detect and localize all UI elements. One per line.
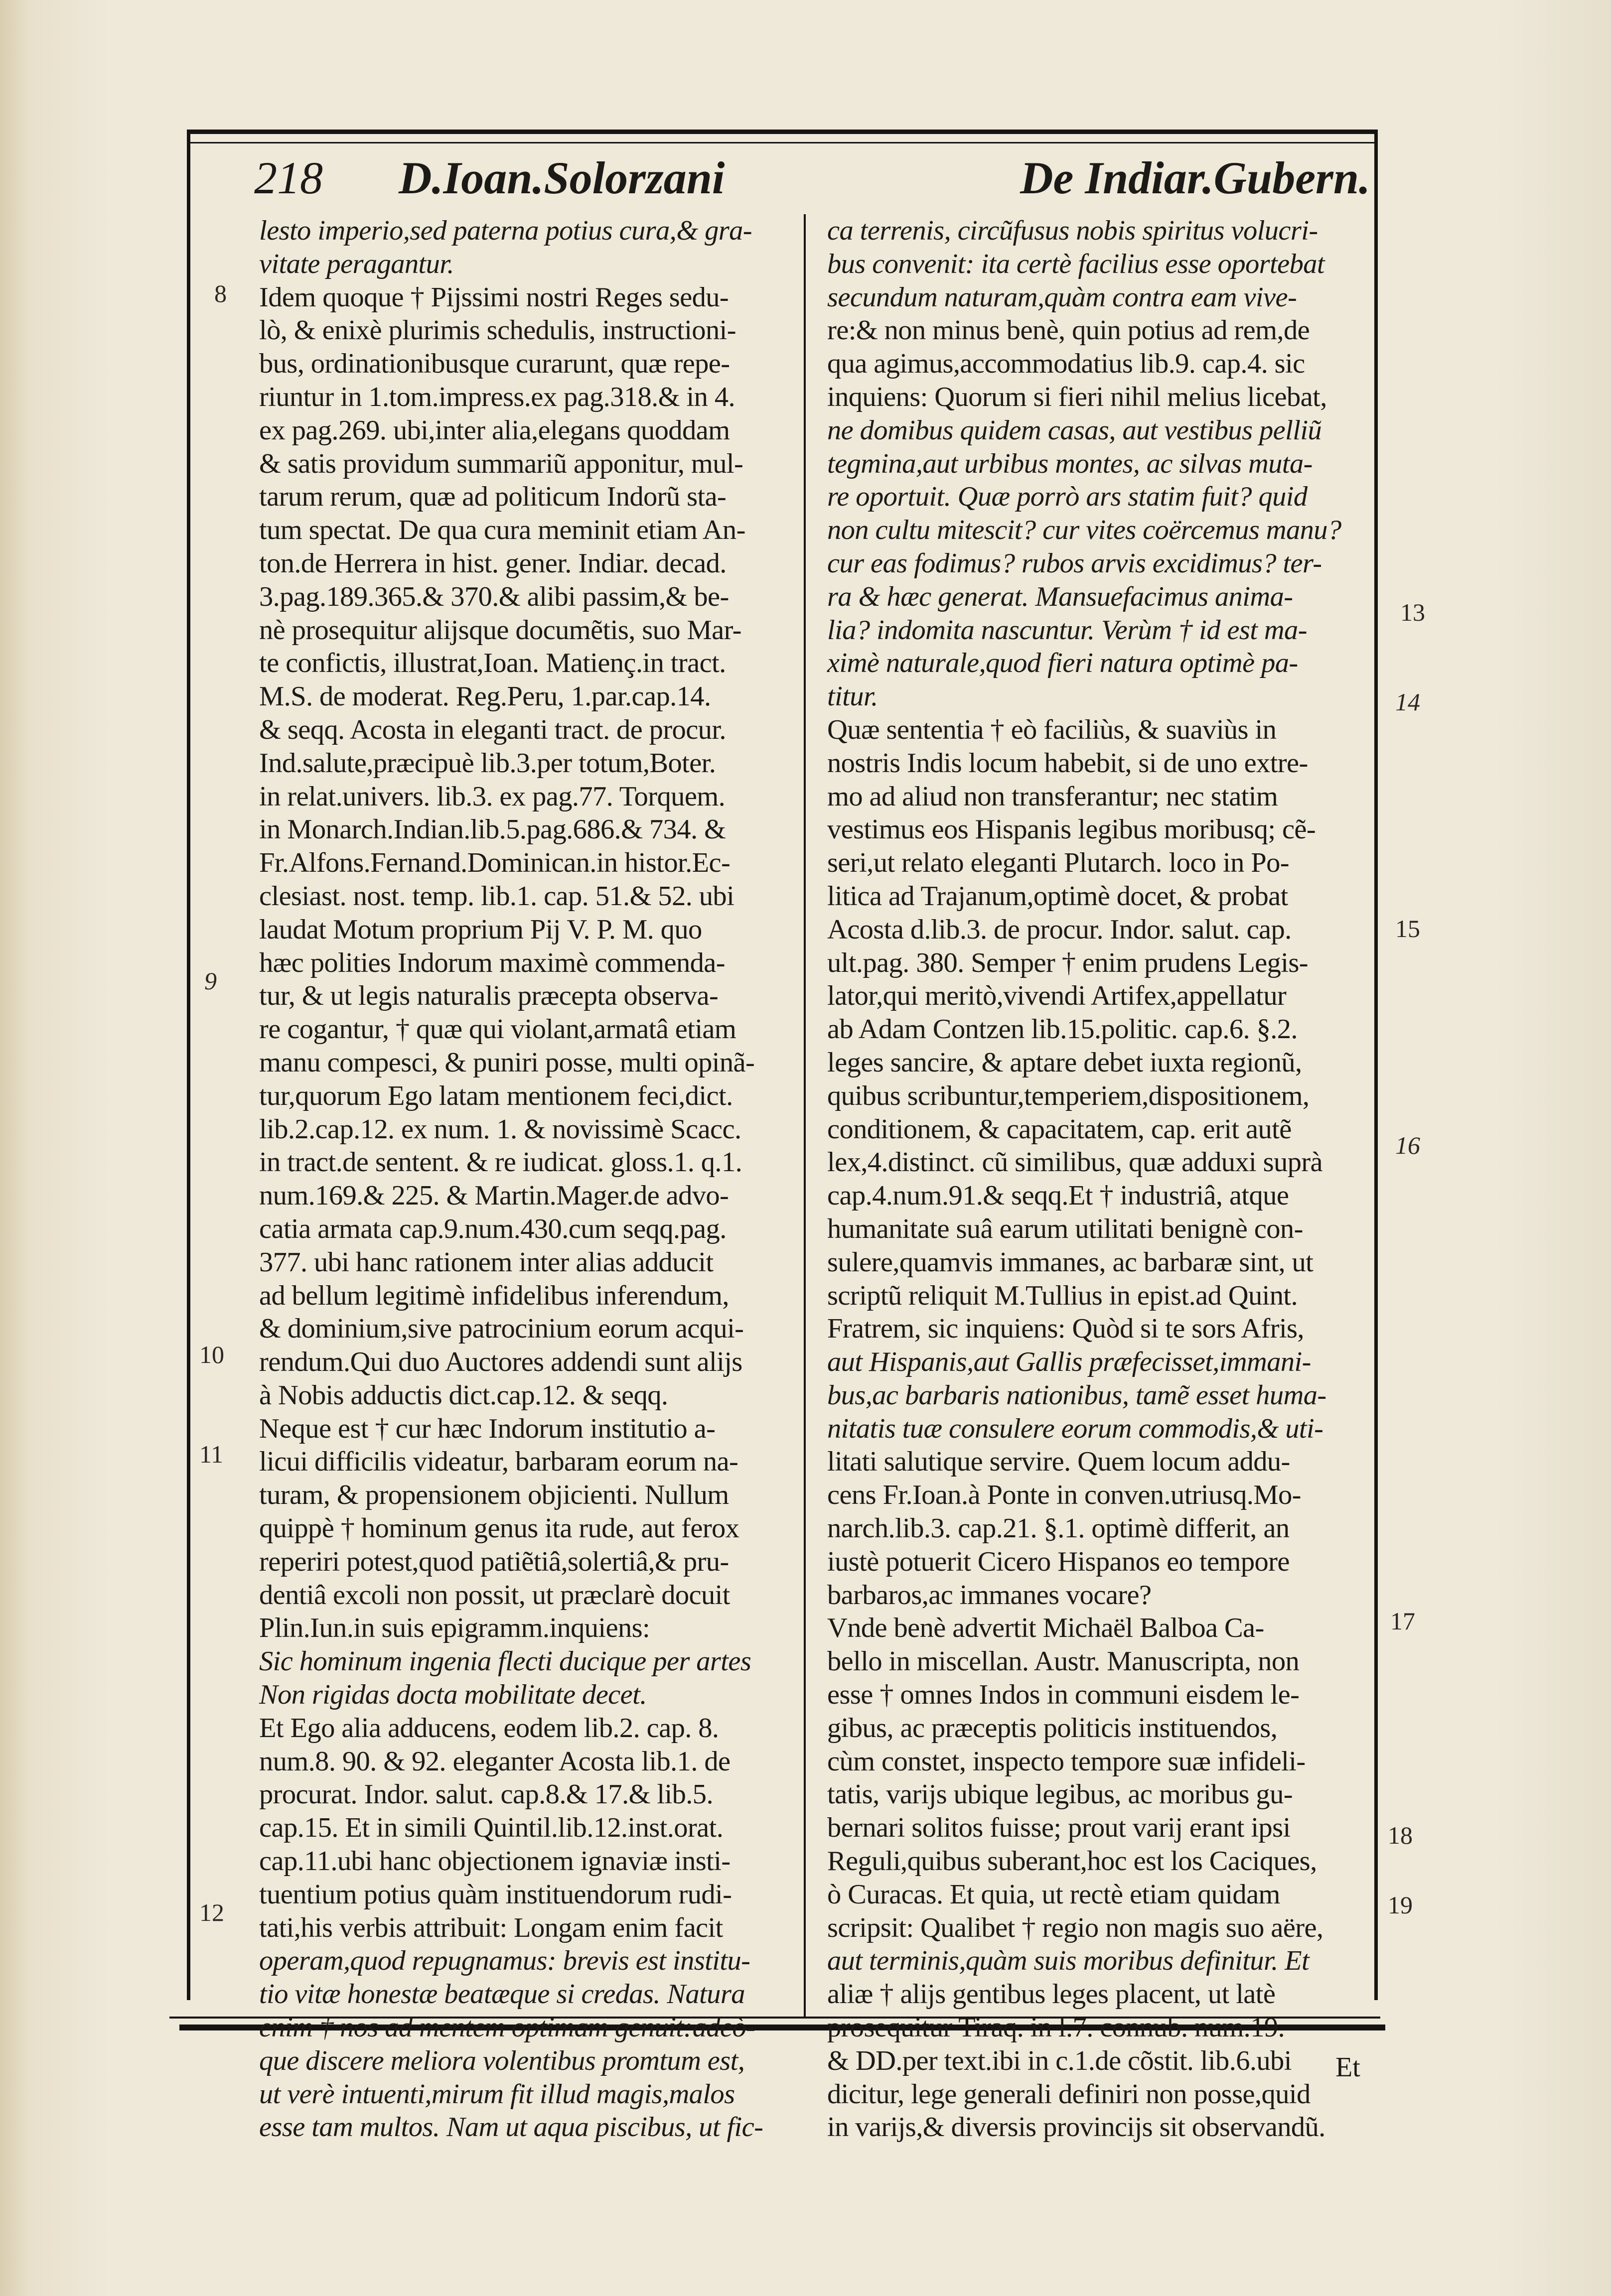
text-line: Fratrem, sic inquiens: Quòd si te sors Afris, (827, 1313, 1304, 1345)
text-line: bus convenit: ita certè facilius esse oportebat (827, 248, 1324, 279)
text-line: Sic hominum ingenia flecti ducique per artes (259, 1646, 751, 1677)
margin-number: 18 (1388, 1821, 1413, 1849)
text-line: 3.pag.189.365.& 370.& alibi passim,& be- (259, 581, 729, 612)
text-line: re:& non minus benè, quin potius ad rem,de (827, 315, 1310, 346)
text-line: rendum.Qui duo Auctores addendi sunt alijs (259, 1347, 742, 1378)
text-line: tegmina,aut urbibus montes, ac silvas muta- (827, 448, 1313, 479)
text-line: cap.15. Et in simili Quintil.lib.12.inst.orat. (259, 1812, 724, 1844)
text-line: Ind.salute,præcipuè lib.3.per totum,Boter. (259, 747, 716, 779)
text-line: iustè potuerit Cicero Hispanos eo tempore (827, 1546, 1290, 1577)
text-line: leges sancire, & aptare debet iuxta regionũ, (827, 1047, 1302, 1078)
text-line: inquiens: Quorum si fieri nihil melius licebat, (827, 381, 1327, 412)
left-text-column (259, 214, 806, 2143)
text-line: & satis providum summariũ apponitur, mul- (259, 448, 743, 479)
text-line: & dominium,sive patrocinium eorum acqui- (259, 1313, 744, 1345)
text-line: barbaros,ac immanes vocare? (827, 1579, 1152, 1611)
text-line: aliæ † alijs gentibus leges placent, ut latè (827, 1979, 1276, 2010)
text-line: Neque est † cur hæc Indorum institutio a- (259, 1413, 716, 1444)
text-line: Acosta d.lib.3. de procur. Indor. salut. cap. (827, 914, 1292, 945)
text-line: ult.pag. 380. Semper † enim prudens Legis- (827, 947, 1308, 978)
margin-number: 9 (204, 967, 217, 995)
text-line: riuntur in 1.tom.impress.ex pag.318.& in 4. (259, 381, 735, 412)
text-line: ne domibus quidem casas, aut vestibus pelliũ (827, 414, 1322, 446)
text-line: ex pag.269. ubi,inter alia,elegans quoddam (259, 414, 730, 446)
text-line: dentiâ excoli non possit, ut præclarè docuit (259, 1579, 730, 1611)
page-number: 218 (254, 152, 323, 203)
text-line: vitate peragantur. (259, 248, 454, 279)
text-line: licui difficilis videatur, barbaram eorum na- (259, 1446, 738, 1478)
text-line: lex,4.distinct. cũ similibus, quæ adduxi suprà (827, 1147, 1323, 1178)
text-line: aut terminis,quàm suis moribus definitur. Et (827, 1945, 1310, 1977)
text-line: quibus scribuntur,temperiem,dispositionem, (827, 1080, 1310, 1111)
text-line: in varijs,& diversis provincijs sit observandũ. (827, 2112, 1325, 2143)
text-line: in relat.univers. lib.3. ex pag.77. Torquem. (259, 781, 726, 812)
text-line: ton.de Herrera in hist. gener. Indiar. decad. (259, 547, 727, 579)
text-line: M.S. de moderat. Reg.Peru, 1.par.cap.14. (259, 681, 711, 712)
text-line: qua agimus,accommodatius lib.9. cap.4. sic (827, 348, 1305, 380)
text-line: titur. (827, 681, 878, 712)
margin-number: 11 (199, 1440, 224, 1468)
text-line: ad bellum legitimè infidelibus inferendum, (259, 1280, 729, 1311)
text-line: in tract.de sentent. & re iudicat. gloss.1. q.1. (259, 1147, 742, 1178)
text-line: tuentium potius quàm instituendorum rudi- (259, 1879, 732, 1910)
text-line: cap.4.num.91.& seqq.Et † industriâ, atque (827, 1180, 1289, 1212)
right-text-column (827, 214, 1380, 2143)
margin-number: 13 (1400, 598, 1425, 626)
text-line: procurat. Indor. salut. cap.8.& 17.& lib.5. (259, 1779, 713, 1810)
text-line: bernari solitos fuisse; prout varij erant ipsi (827, 1812, 1291, 1844)
text-line: esse † omnes Indos in communi eisdem le- (827, 1679, 1300, 1711)
text-line: secundum naturam,quàm contra eam vive- (827, 281, 1297, 313)
text-line: Vnde benè advertit Michaël Balboa Ca- (827, 1613, 1264, 1644)
text-line: hæc polities Indorum maximè commenda- (259, 947, 725, 978)
text-line: nitatis tuæ consulere eorum commodis,& uti- (827, 1413, 1323, 1444)
text-line: conditionem, & capacitatem, cap. erit autẽ (827, 1113, 1292, 1145)
text-line: lesto imperio,sed paterna potius cura,& gra- (259, 215, 752, 246)
text-line: lib.2.cap.12. ex num. 1. & novissimè Scacc. (259, 1113, 741, 1145)
text-line: clesiast. nost. temp. lib.1. cap. 51.& 52. ubi (259, 880, 734, 912)
text-line: lator,qui meritò,vivendi Artifex,appellatur (827, 980, 1287, 1012)
running-header (254, 149, 1370, 207)
text-line: scripsit: Qualibet † regio non magis suo aëre, (827, 1912, 1323, 1943)
text-line: lia? indomita nascuntur. Verùm † id est ma- (827, 614, 1307, 646)
text-line: gibus, ac præceptis politicis instituendos, (827, 1712, 1278, 1744)
text-line: aut Hispanis,aut Gallis præfecisset,immani- (827, 1347, 1311, 1378)
text-line: ut verè intuenti,mirum fit illud magis,malos (259, 2078, 735, 2110)
text-line: nostris Indis locum habebit, si de uno extre- (827, 747, 1308, 779)
text-line: dicitur, lege generali definiri non posse,quid (827, 2078, 1311, 2110)
text-line: ra & hæc generat. Mansuefacimus anima- (827, 581, 1293, 612)
text-line: à Nobis adductis dict.cap.12. & seqq. (259, 1379, 668, 1411)
text-line: manu compesci, & puniri posse, multi opinã- (259, 1047, 755, 1078)
running-title: De Indiar.Gubern. (1020, 152, 1370, 203)
text-line: vestimus eos Hispanis legibus moribusq; cẽ- (827, 814, 1316, 845)
text-line: litica ad Trajanum,optimè docet, & probat (827, 880, 1288, 912)
margin-number: 10 (199, 1341, 224, 1368)
text-line: que discere meliora volentibus promtum est, (259, 2045, 745, 2076)
text-line: Reguli,quibus suberant,hoc est los Caciques, (827, 1846, 1317, 1877)
catchword: Et (1335, 2052, 1360, 2083)
text-line: catia armata cap.9.num.430.cum seqq.pag. (259, 1213, 727, 1244)
text-line: tatis, varijs ubique legibus, ac moribus gu- (827, 1779, 1293, 1810)
text-line: re oportuit. Quæ porrò ars statim fuit? quid (827, 481, 1308, 513)
text-line: cap.11.ubi hanc objectionem ignaviæ insti- (259, 1846, 731, 1877)
margin-number: 14 (1395, 688, 1420, 716)
text-line: te confictis, illustrat,Ioan. Matienç.in tract. (259, 648, 726, 679)
text-line: num.169.& 225. & Martin.Mager.de advo- (259, 1180, 729, 1212)
margin-number: 16 (1395, 1131, 1420, 1159)
text-line: tati,his verbis attribuit: Longam enim facit (259, 1912, 723, 1943)
text-line: ò Curacas. Et quia, ut rectè etiam quidam (827, 1879, 1280, 1910)
text-line: litati salutique servire. Quem locum addu- (827, 1446, 1290, 1478)
text-line: sulere,quamvis immanes, ac barbaræ sint, ut (827, 1246, 1314, 1278)
text-line: humanitate suâ earum utilitati benignè con- (827, 1213, 1303, 1244)
margin-number: 12 (199, 1898, 224, 1926)
text-line: & seqq. Acosta in eleganti tract. de procur. (259, 714, 726, 745)
text-line: & DD.per text.ibi in c.1.de cõstit. lib.6.ubi (827, 2045, 1292, 2076)
running-author: D.Ioan.Solorzani (399, 152, 725, 203)
text-line: mo ad aliud non transferantur; nec statim (827, 781, 1278, 812)
text-line: Non rigidas docta mobilitate decet. (259, 1679, 647, 1711)
text-line: laudat Motum proprium Pij V. P. M. quo (259, 914, 702, 945)
text-line: tum spectat. De qua cura meminit etiam An- (259, 515, 745, 546)
text-line: bus, ordinationibusque curarunt, quæ repe- (259, 348, 730, 380)
margin-number: 17 (1390, 1607, 1415, 1635)
text-line: num.8. 90. & 92. eleganter Acosta lib.1. de (259, 1746, 731, 1777)
text-line: enim † nos ad mentem optimam genuit:adeò- (259, 2012, 755, 2043)
text-line: 377. ubi hanc rationem inter alias adducit (259, 1246, 714, 1278)
text-line: narch.lib.3. cap.21. §.1. optimè differit, an (827, 1513, 1290, 1544)
text-line: tur, & ut legis naturalis præcepta observa- (259, 980, 719, 1012)
text-line: re cogantur, † quæ qui violant,armatâ etiam (259, 1014, 736, 1045)
text-line: tur,quorum Ego latam mentionem feci,dict. (259, 1080, 733, 1111)
text-line: ab Adam Contzen lib.15.politic. cap.6. §.2. (827, 1014, 1298, 1045)
margin-number: 19 (1388, 1891, 1413, 1919)
header-rule (187, 142, 1378, 143)
text-line: prosequitur Tiraq. in l.7. connub. num.19. (827, 2012, 1285, 2043)
text-line: Fr.Alfons.Fernand.Dominican.in histor.Ec- (259, 847, 731, 879)
margin-number: 8 (214, 279, 227, 307)
text-line: operam,quod repugnamus: brevis est institu- (259, 1945, 750, 1977)
text-line: cens Fr.Ioan.à Ponte in conven.utriusq.Mo- (827, 1480, 1301, 1511)
text-line: scriptũ reliquit M.Tullius in epist.ad Quint. (827, 1280, 1298, 1311)
text-line: ca terrenis, circũfusus nobis spiritus volucri- (827, 215, 1318, 246)
text-line: Et Ego alia adducens, eodem lib.2. cap. 8. (259, 1712, 719, 1744)
text-line: bus,ac barbaris nationibus, tamẽ esset huma- (827, 1379, 1326, 1411)
text-line: cur eas fodimus? rubos arvis excidimus? ter- (827, 547, 1322, 579)
text-line: tarum rerum, quæ ad politicum Indorũ sta- (259, 481, 727, 513)
text-line: reperiri potest,quod patiẽtiâ,solertiâ,& pru- (259, 1546, 729, 1577)
margin-number: 15 (1395, 915, 1420, 943)
text-line: Idem quoque † Pijssimi nostri Reges sedu- (259, 281, 729, 313)
text-line: cùm constet, inspecto tempore suæ infideli- (827, 1746, 1306, 1777)
text-line: tio vitæ honestæ beatæque si credas. Natura (259, 1979, 745, 2010)
text-line: turam, & propensionem objicienti. Nullum (259, 1480, 729, 1511)
text-line: lò, & enixè plurimis schedulis, instructioni- (259, 315, 736, 346)
text-line: quippè † hominum genus ita rude, aut ferox (259, 1513, 739, 1544)
text-line: bello in miscellan. Austr. Manuscripta, non (827, 1646, 1300, 1677)
text-line: Quæ sententia † eò faciliùs, & suaviùs in (827, 714, 1277, 745)
text-line: non cultu mitescit? cur vites coërcemus manu? (827, 515, 1341, 546)
text-line: in Monarch.Indian.lib.5.pag.686.& 734. & (259, 814, 726, 845)
text-line: nè prosequitur alijsque documẽtis, suo Mar- (259, 614, 741, 646)
text-line: ximè naturale,quod fieri natura optimè pa- (827, 648, 1298, 679)
text-line: Plin.Iun.in suis epigramm.inquiens: (259, 1613, 650, 1644)
text-line: seri,ut relato eleganti Plutarch. loco in Po- (827, 847, 1289, 879)
text-line: esse tam multos. Nam ut aqua piscibus, ut fic- (259, 2112, 763, 2143)
